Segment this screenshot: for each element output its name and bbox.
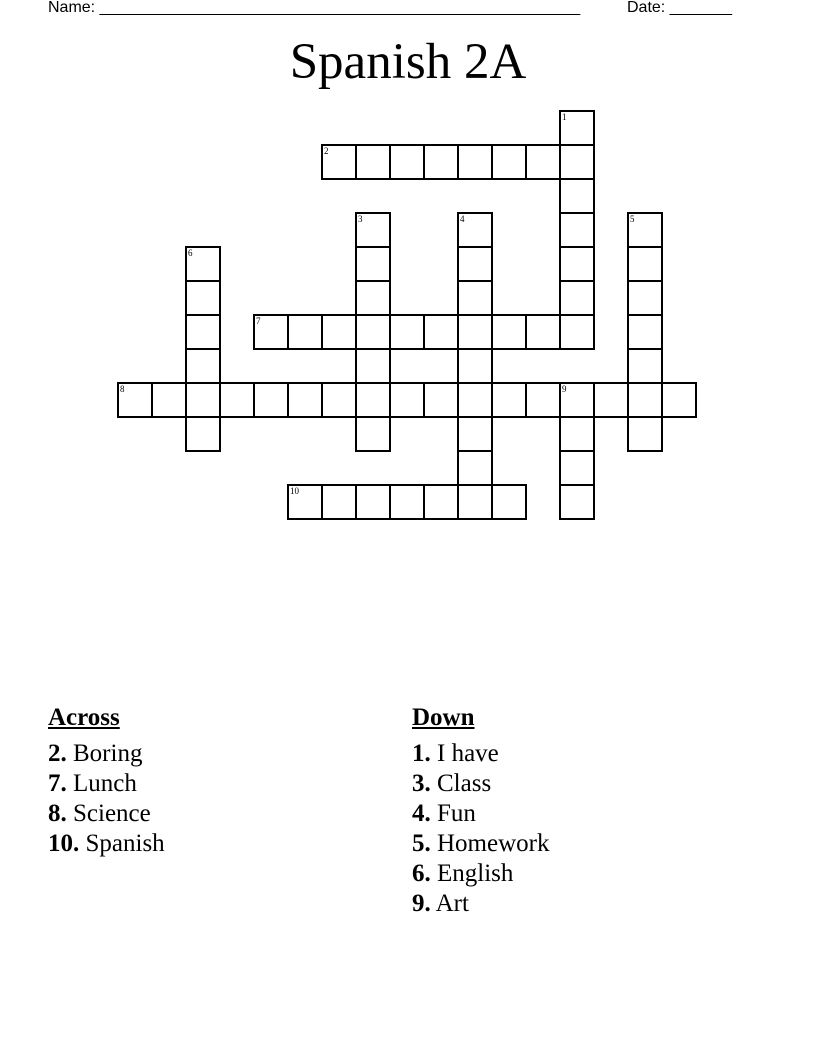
clue-number: 3. <box>412 770 431 797</box>
clue-item <box>412 799 549 829</box>
crossword-cell[interactable] <box>491 382 527 418</box>
crossword-cell[interactable] <box>491 314 527 350</box>
clue-number-label: 4 <box>460 214 465 224</box>
crossword-cell[interactable] <box>457 314 493 350</box>
crossword-cell[interactable] <box>627 382 663 418</box>
page-title: Spanish 2A <box>289 34 527 90</box>
crossword-cell[interactable] <box>525 382 561 418</box>
crossword-cell[interactable] <box>457 382 493 418</box>
crossword-cell[interactable] <box>627 416 663 452</box>
clue-number: 4. <box>412 800 431 827</box>
crossword-cell[interactable] <box>491 144 527 180</box>
crossword-cell[interactable] <box>355 484 391 520</box>
crossword-cell[interactable] <box>151 382 187 418</box>
crossword-cell[interactable] <box>253 314 289 350</box>
clue-number-label: 9 <box>562 384 567 394</box>
crossword-cell[interactable] <box>559 212 595 248</box>
clue-number-label: 5 <box>630 214 635 224</box>
crossword-cell[interactable] <box>423 484 459 520</box>
crossword-cell[interactable] <box>355 280 391 316</box>
clue-item <box>412 769 549 799</box>
clue-text: Boring <box>73 740 143 767</box>
clue-item <box>48 829 165 859</box>
name-field: Name: ______________________________________________________ <box>48 0 581 16</box>
crossword-cell[interactable] <box>321 144 357 180</box>
across-clues <box>48 703 165 859</box>
clue-text: Spanish <box>85 830 165 857</box>
across-heading: Across <box>48 704 120 731</box>
clue-text: Art <box>435 890 469 917</box>
crossword-cell[interactable] <box>355 382 391 418</box>
crossword-cell[interactable] <box>593 382 629 418</box>
crossword-cell[interactable] <box>185 382 221 418</box>
clue-number: 7. <box>48 770 67 797</box>
crossword-cell[interactable] <box>559 416 595 452</box>
crossword-cell[interactable] <box>627 348 663 384</box>
crossword-cell[interactable] <box>627 314 663 350</box>
crossword-cell[interactable] <box>117 382 153 418</box>
crossword-cell[interactable] <box>423 314 459 350</box>
crossword-cell[interactable] <box>321 314 357 350</box>
crossword-cell[interactable] <box>355 246 391 282</box>
crossword-cell[interactable] <box>627 246 663 282</box>
crossword-cell[interactable] <box>491 484 527 520</box>
clue-item <box>48 799 165 829</box>
crossword-cell[interactable] <box>253 382 289 418</box>
clue-text: Fun <box>437 800 476 827</box>
clue-number: 10. <box>48 830 80 857</box>
crossword-cell[interactable] <box>185 280 221 316</box>
clue-item <box>412 859 549 889</box>
crossword-cell[interactable] <box>321 382 357 418</box>
crossword-cell[interactable] <box>185 314 221 350</box>
crossword-cell[interactable] <box>457 348 493 384</box>
clue-text: Science <box>73 800 151 827</box>
date-field: Date: _______ <box>627 0 732 16</box>
crossword-cell[interactable] <box>559 246 595 282</box>
crossword-cell[interactable] <box>627 280 663 316</box>
crossword-cell[interactable] <box>287 382 323 418</box>
crossword-cell[interactable] <box>559 484 595 520</box>
down-heading: Down <box>412 704 475 731</box>
clue-text: Homework <box>437 830 550 857</box>
clue-number: 9. <box>412 890 431 917</box>
clue-item <box>412 739 549 769</box>
crossword-cell[interactable] <box>559 280 595 316</box>
crossword-cell[interactable] <box>389 484 425 520</box>
crossword-cell[interactable] <box>559 110 595 146</box>
crossword-cell[interactable] <box>389 382 425 418</box>
crossword-cell[interactable] <box>185 416 221 452</box>
clue-number-label: 7 <box>256 316 261 326</box>
clue-number-label: 3 <box>358 214 363 224</box>
clue-text: I have <box>437 740 499 767</box>
crossword-cell[interactable] <box>525 314 561 350</box>
crossword-cell[interactable] <box>457 416 493 452</box>
crossword-cell[interactable] <box>355 416 391 452</box>
clue-number: 6. <box>412 860 431 887</box>
crossword-cell[interactable] <box>287 484 323 520</box>
crossword-cell[interactable] <box>321 484 357 520</box>
crossword-cell[interactable] <box>559 382 595 418</box>
clue-number-label: 6 <box>188 248 193 258</box>
crossword-cell[interactable] <box>559 450 595 486</box>
crossword-cell[interactable] <box>355 144 391 180</box>
crossword-cell[interactable] <box>219 382 255 418</box>
crossword-cell[interactable] <box>389 144 425 180</box>
clue-number-label: 2 <box>324 146 329 156</box>
clue-number-label: 8 <box>120 384 125 394</box>
crossword-cell[interactable] <box>457 212 493 248</box>
clue-text: English <box>437 860 514 887</box>
crossword-cell[interactable] <box>457 484 493 520</box>
crossword-cell[interactable] <box>423 144 459 180</box>
clue-item <box>48 769 165 799</box>
clue-item <box>412 829 549 859</box>
crossword-cell[interactable] <box>457 280 493 316</box>
clue-number: 1. <box>412 740 431 767</box>
crossword-cell[interactable] <box>457 246 493 282</box>
clue-text: Class <box>437 770 492 797</box>
crossword-cell[interactable] <box>355 314 391 350</box>
crossword-cell[interactable] <box>185 246 221 282</box>
crossword-cell[interactable] <box>559 178 595 214</box>
crossword-cell[interactable] <box>287 314 323 350</box>
clue-item <box>412 889 549 919</box>
clue-text: Lunch <box>73 770 137 797</box>
clue-number: 8. <box>48 800 67 827</box>
clue-number-label: 10 <box>290 486 299 496</box>
crossword-cell[interactable] <box>457 450 493 486</box>
crossword-cell[interactable] <box>355 212 391 248</box>
clue-number: 2. <box>48 740 67 767</box>
crossword-cell[interactable] <box>423 382 459 418</box>
crossword-cell[interactable] <box>457 144 493 180</box>
crossword-cell[interactable] <box>355 348 391 384</box>
crossword-cell[interactable] <box>559 314 595 350</box>
crossword-cell[interactable] <box>661 382 697 418</box>
crossword-cell[interactable] <box>185 348 221 384</box>
clue-item <box>48 739 165 769</box>
down-clues <box>412 703 549 919</box>
crossword-cell[interactable] <box>559 144 595 180</box>
crossword-cell[interactable] <box>525 144 561 180</box>
clue-number: 5. <box>412 830 431 857</box>
clue-number-label: 1 <box>562 112 567 122</box>
crossword-cell[interactable] <box>389 314 425 350</box>
crossword-cell[interactable] <box>627 212 663 248</box>
